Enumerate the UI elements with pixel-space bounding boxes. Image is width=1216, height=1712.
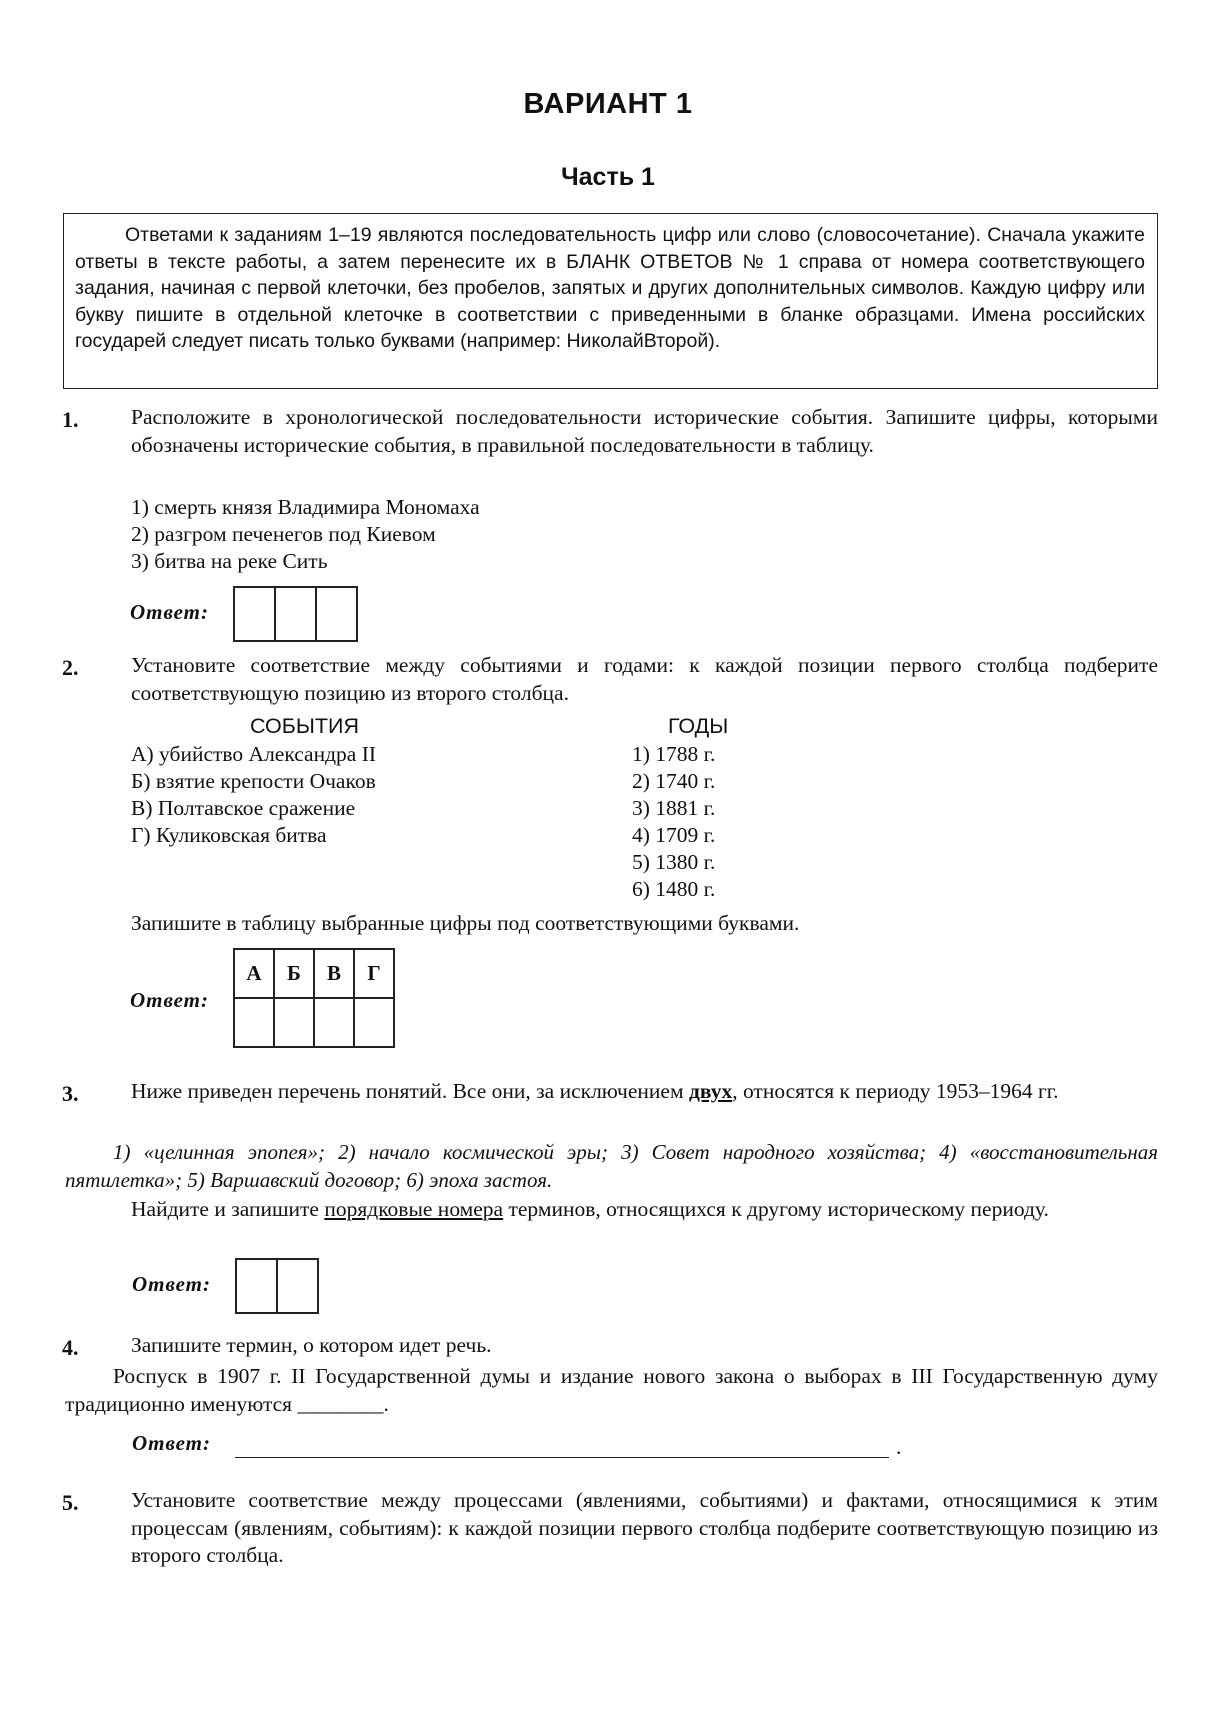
answer-cell[interactable] bbox=[234, 998, 274, 1047]
q1-text: Расположите в хронологической последовательности исторические события. Запишите цифры, которыми обозначены исторические события, в правильной последовательности в таблицу. bbox=[131, 405, 1158, 457]
q2-right-header: ГОДЫ bbox=[668, 714, 729, 738]
answer-cell[interactable] bbox=[274, 998, 314, 1047]
q3-text-before: Ниже приведен перечень понятий. Все они, за исключением bbox=[131, 1079, 689, 1103]
q4-body-text: Роспуск в 1907 г. II Государственной думы и издание нового закона о выборах в III Государственную думу традиционно именуются bbox=[65, 1364, 1158, 1416]
q2-year: 4) 1709 г. bbox=[632, 823, 716, 847]
q1-number: 1. bbox=[62, 407, 79, 432]
q2-year: 2) 1740 г. bbox=[632, 769, 716, 793]
letter-a: А bbox=[234, 949, 274, 998]
answer-cell[interactable] bbox=[235, 588, 276, 640]
q1-answer-cells[interactable] bbox=[233, 586, 358, 642]
q3-prompt-before: Найдите и запишите bbox=[131, 1197, 325, 1221]
answer-cell[interactable] bbox=[276, 588, 317, 640]
q2-year: 3) 1881 г. bbox=[632, 796, 716, 820]
q5-text: Установите соответствие между процессами (явлениями, событиями) и фактами, относящимися к этим процессам (явлениям, событиям): к каждой позиции первого столбца подберите соответствующую позицию из второго столбца. bbox=[131, 1488, 1158, 1567]
q1-item: 2) разгром печенегов под Киевом bbox=[131, 522, 436, 546]
q4-text: Запишите термин, о котором идет речь. bbox=[131, 1333, 492, 1357]
q2-year: 1) 1788 г. bbox=[632, 742, 716, 766]
part-title: Часть 1 bbox=[561, 163, 655, 191]
page-title: ВАРИАНТ 1 bbox=[523, 88, 693, 120]
q2-text: Установите соответствие между событиями и годами: к каждой позиции первого столбца подберите соответствующую позицию из второго столбца. bbox=[131, 653, 1158, 705]
q2-event: В) Полтавское сражение bbox=[131, 796, 356, 820]
answer-cell[interactable] bbox=[278, 1260, 319, 1312]
q3-prompt bbox=[131, 1196, 1158, 1224]
q2-event: Б) взятие крепости Очаков bbox=[131, 769, 376, 793]
letter-b: Б bbox=[274, 949, 314, 998]
answer-cell[interactable] bbox=[237, 1260, 278, 1312]
answer-cell[interactable] bbox=[314, 998, 354, 1047]
answer-cell[interactable] bbox=[354, 998, 394, 1047]
q3-prompt-emphasis: порядковые номера bbox=[324, 1197, 504, 1221]
q2-event: А) убийство Александра II bbox=[131, 742, 377, 766]
answer-cell[interactable] bbox=[317, 588, 358, 640]
q4-inline-blank: ________. bbox=[297, 1391, 389, 1416]
q1-item: 3) битва на реке Сить bbox=[131, 549, 328, 573]
q2-left-header: СОБЫТИЯ bbox=[250, 714, 360, 738]
q2-answer-table bbox=[233, 948, 395, 1048]
q2-year: 5) 1380 г. bbox=[632, 850, 716, 874]
q2-table-prompt: Запишите в таблицу выбранные цифры под соответствующими буквами. bbox=[131, 911, 800, 935]
q2-year: 6) 1480 г. bbox=[632, 877, 716, 901]
q4-answer-label: Ответ: bbox=[132, 1431, 211, 1455]
q4-end-dot: . bbox=[896, 1435, 902, 1459]
q3-answer-cells[interactable] bbox=[235, 1258, 319, 1314]
q5-number: 5. bbox=[62, 1490, 79, 1515]
q3-text bbox=[131, 1078, 1158, 1106]
q4-answer-line[interactable] bbox=[235, 1437, 889, 1458]
q1-answer-label: Ответ: bbox=[130, 600, 209, 624]
letter-g: Г bbox=[354, 949, 394, 998]
q1-item: 1) смерть князя Владимира Мономаха bbox=[131, 495, 480, 519]
q3-prompt-after: терминов, относящихся к другому историческому периоду. bbox=[503, 1197, 1049, 1221]
q3-answer-label: Ответ: bbox=[132, 1272, 211, 1296]
q2-number: 2. bbox=[62, 655, 79, 680]
letter-v: В bbox=[314, 949, 354, 998]
q3-number: 3. bbox=[62, 1081, 79, 1106]
q4-body bbox=[65, 1363, 1158, 1418]
q2-answer-label: Ответ: bbox=[130, 988, 209, 1012]
instructions-box: Ответами к заданиям 1–19 являются последовательность цифр или слово (словосочетание). Сначала укажите ответы в тексте работы, а затем перенесите их в БЛАНК ОТВЕТОВ № 1 справа от номера соответствующего задания, начиная с первой клеточки, без пробелов, запятых и других дополнительных символов. Каждую цифру или букву пишите в отдельной клеточке в соответствии с приведенными в бланке образцами. Имена российских государей следует писать только буквами (например: НиколайВторой). bbox=[63, 213, 1158, 389]
q3-text-after: , относятся к периоду 1953–1964 гг. bbox=[732, 1079, 1059, 1103]
q2-event: Г) Куликовская битва bbox=[131, 823, 327, 847]
q3-list: 1) «целинная эпопея»; 2) начало космической эры; 3) Совет народного хозяйства; 4) «восстановительная пятилетка»; 5) Варшавский договор; 6) эпоха застоя. bbox=[65, 1140, 1158, 1192]
q3-emphasis: двух bbox=[688, 1079, 733, 1103]
q4-number: 4. bbox=[62, 1335, 79, 1360]
